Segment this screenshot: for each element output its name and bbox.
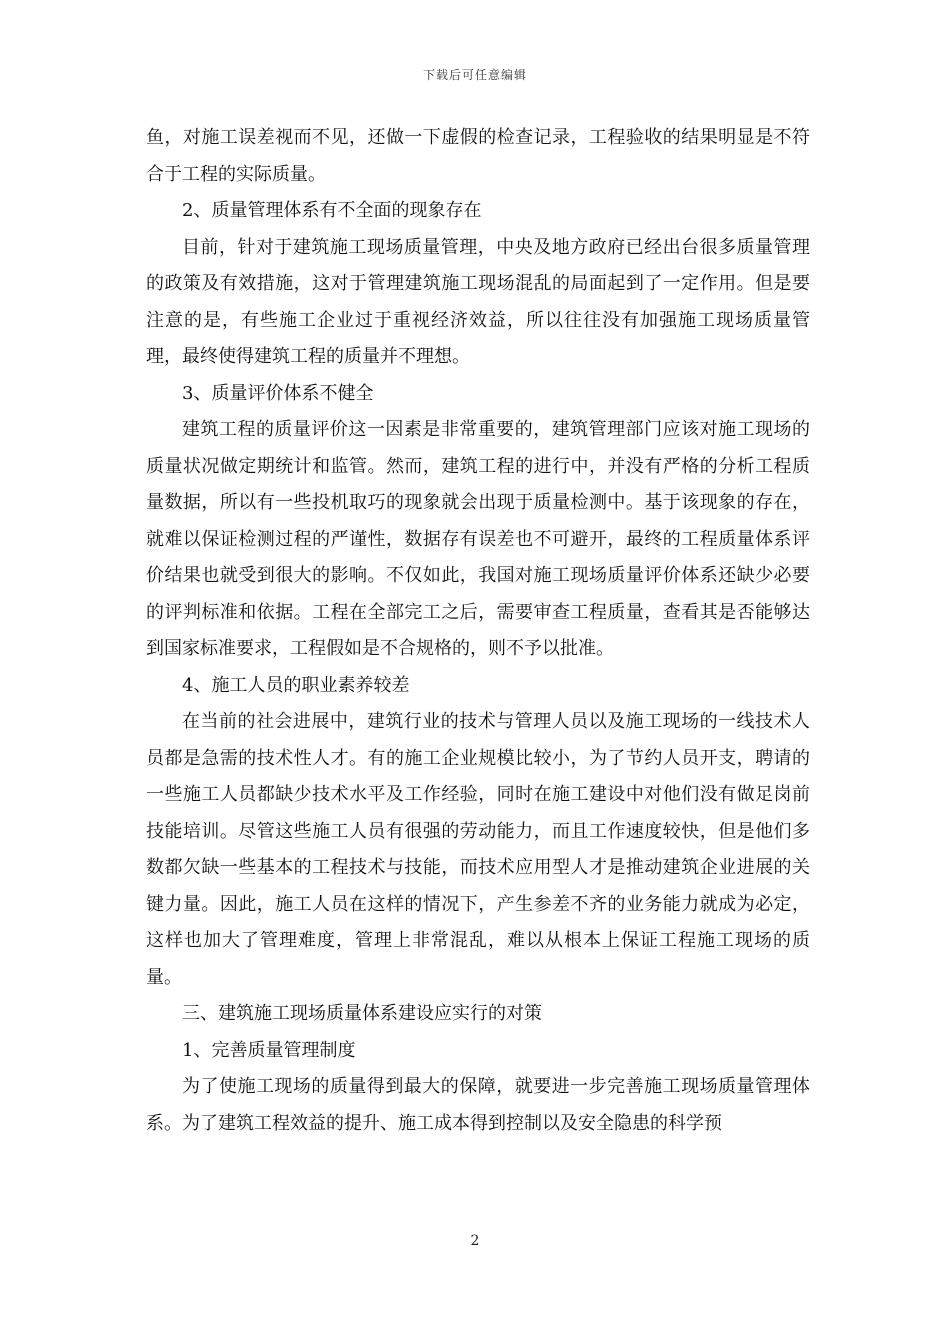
paragraph-continuation: 鱼，对施工误差视而不见，还做一下虚假的检查记录，工程验收的结果明显是不符合于工程的实际质量。 — [146, 127, 810, 185]
chapter-heading-3: 三、建筑施工现场质量体系建设应实行的对策 — [182, 1003, 542, 1024]
paragraph: 目前，针对于建筑施工现场质量管理，中央及地方政府已经出台很多质量管理的政策及有效措施，这对于管理建筑施工现场混乱的局面起到了一定作用。但是要注意的是，有些施工企业过于重视经济效益，所以往往没有加强施工现场质量管理，最终使得建筑工程的质量并不理想。 — [146, 236, 810, 367]
paragraph: 在当前的社会进展中，建筑行业的技术与管理人员以及施工现场的一线技术人员都是急需的技术性人才。有的施工企业规模比较小，为了节约人员开支，聘请的一些施工人员都缺少技术水平及工作经验，同时在施工建设中对他们没有做足岗前技能培训。尽管这些施工人员有很强的劳动能力，而且工作速度较快，但是他们多数都欠缺一些基本的工程技术与技能，而技术应用型人才是推动建筑企业进展的关键力量。因此，施工人员在这样的情况下，产生参差不齐的业务能力就成为必定，这样也加大了管理难度，管理上非常混乱，难以从根本上保证工程施工现场的质量。 — [146, 711, 810, 988]
page-header: 下载后可任意编辑 — [422, 68, 527, 82]
section-heading-4: 4、施工人员的职业素养较差 — [182, 674, 410, 696]
page-number: 2 — [470, 1233, 480, 1249]
document-body — [146, 120, 810, 1142]
section-heading-1: 1、完善质量管理制度 — [182, 1039, 356, 1061]
section-heading-3: 3、质量评价体系不健全 — [182, 382, 374, 404]
paragraph: 建筑工程的质量评价这一因素是非常重要的，建筑管理部门应该对施工现场的质量状况做定期统计和监管。然而，建筑工程的进行中，并没有严格的分析工程质量数据，所以有一些投机取巧的现象就会出现于质量检测中。基于该现象的存在，就难以保证检测过程的严谨性，数据存有误差也不可避开，最终的工程质量体系评价结果也就受到很大的影响。不仅如此，我国对施工现场质量评价体系还缺少必要的评判标准和依据。工程在全部完工之后，需要审查工程质量，查看其是否能够达到国家标准要求，工程假如是不合规格的，则不予以批准。 — [146, 419, 810, 659]
paragraph: 为了使施工现场的质量得到最大的保障，就要进一步完善施工现场质量管理体系。为了建筑工程效益的提升、施工成本得到控制以及安全隐患的科学预 — [146, 1076, 810, 1134]
section-heading-2: 2、质量管理体系有不全面的现象存在 — [182, 200, 482, 221]
